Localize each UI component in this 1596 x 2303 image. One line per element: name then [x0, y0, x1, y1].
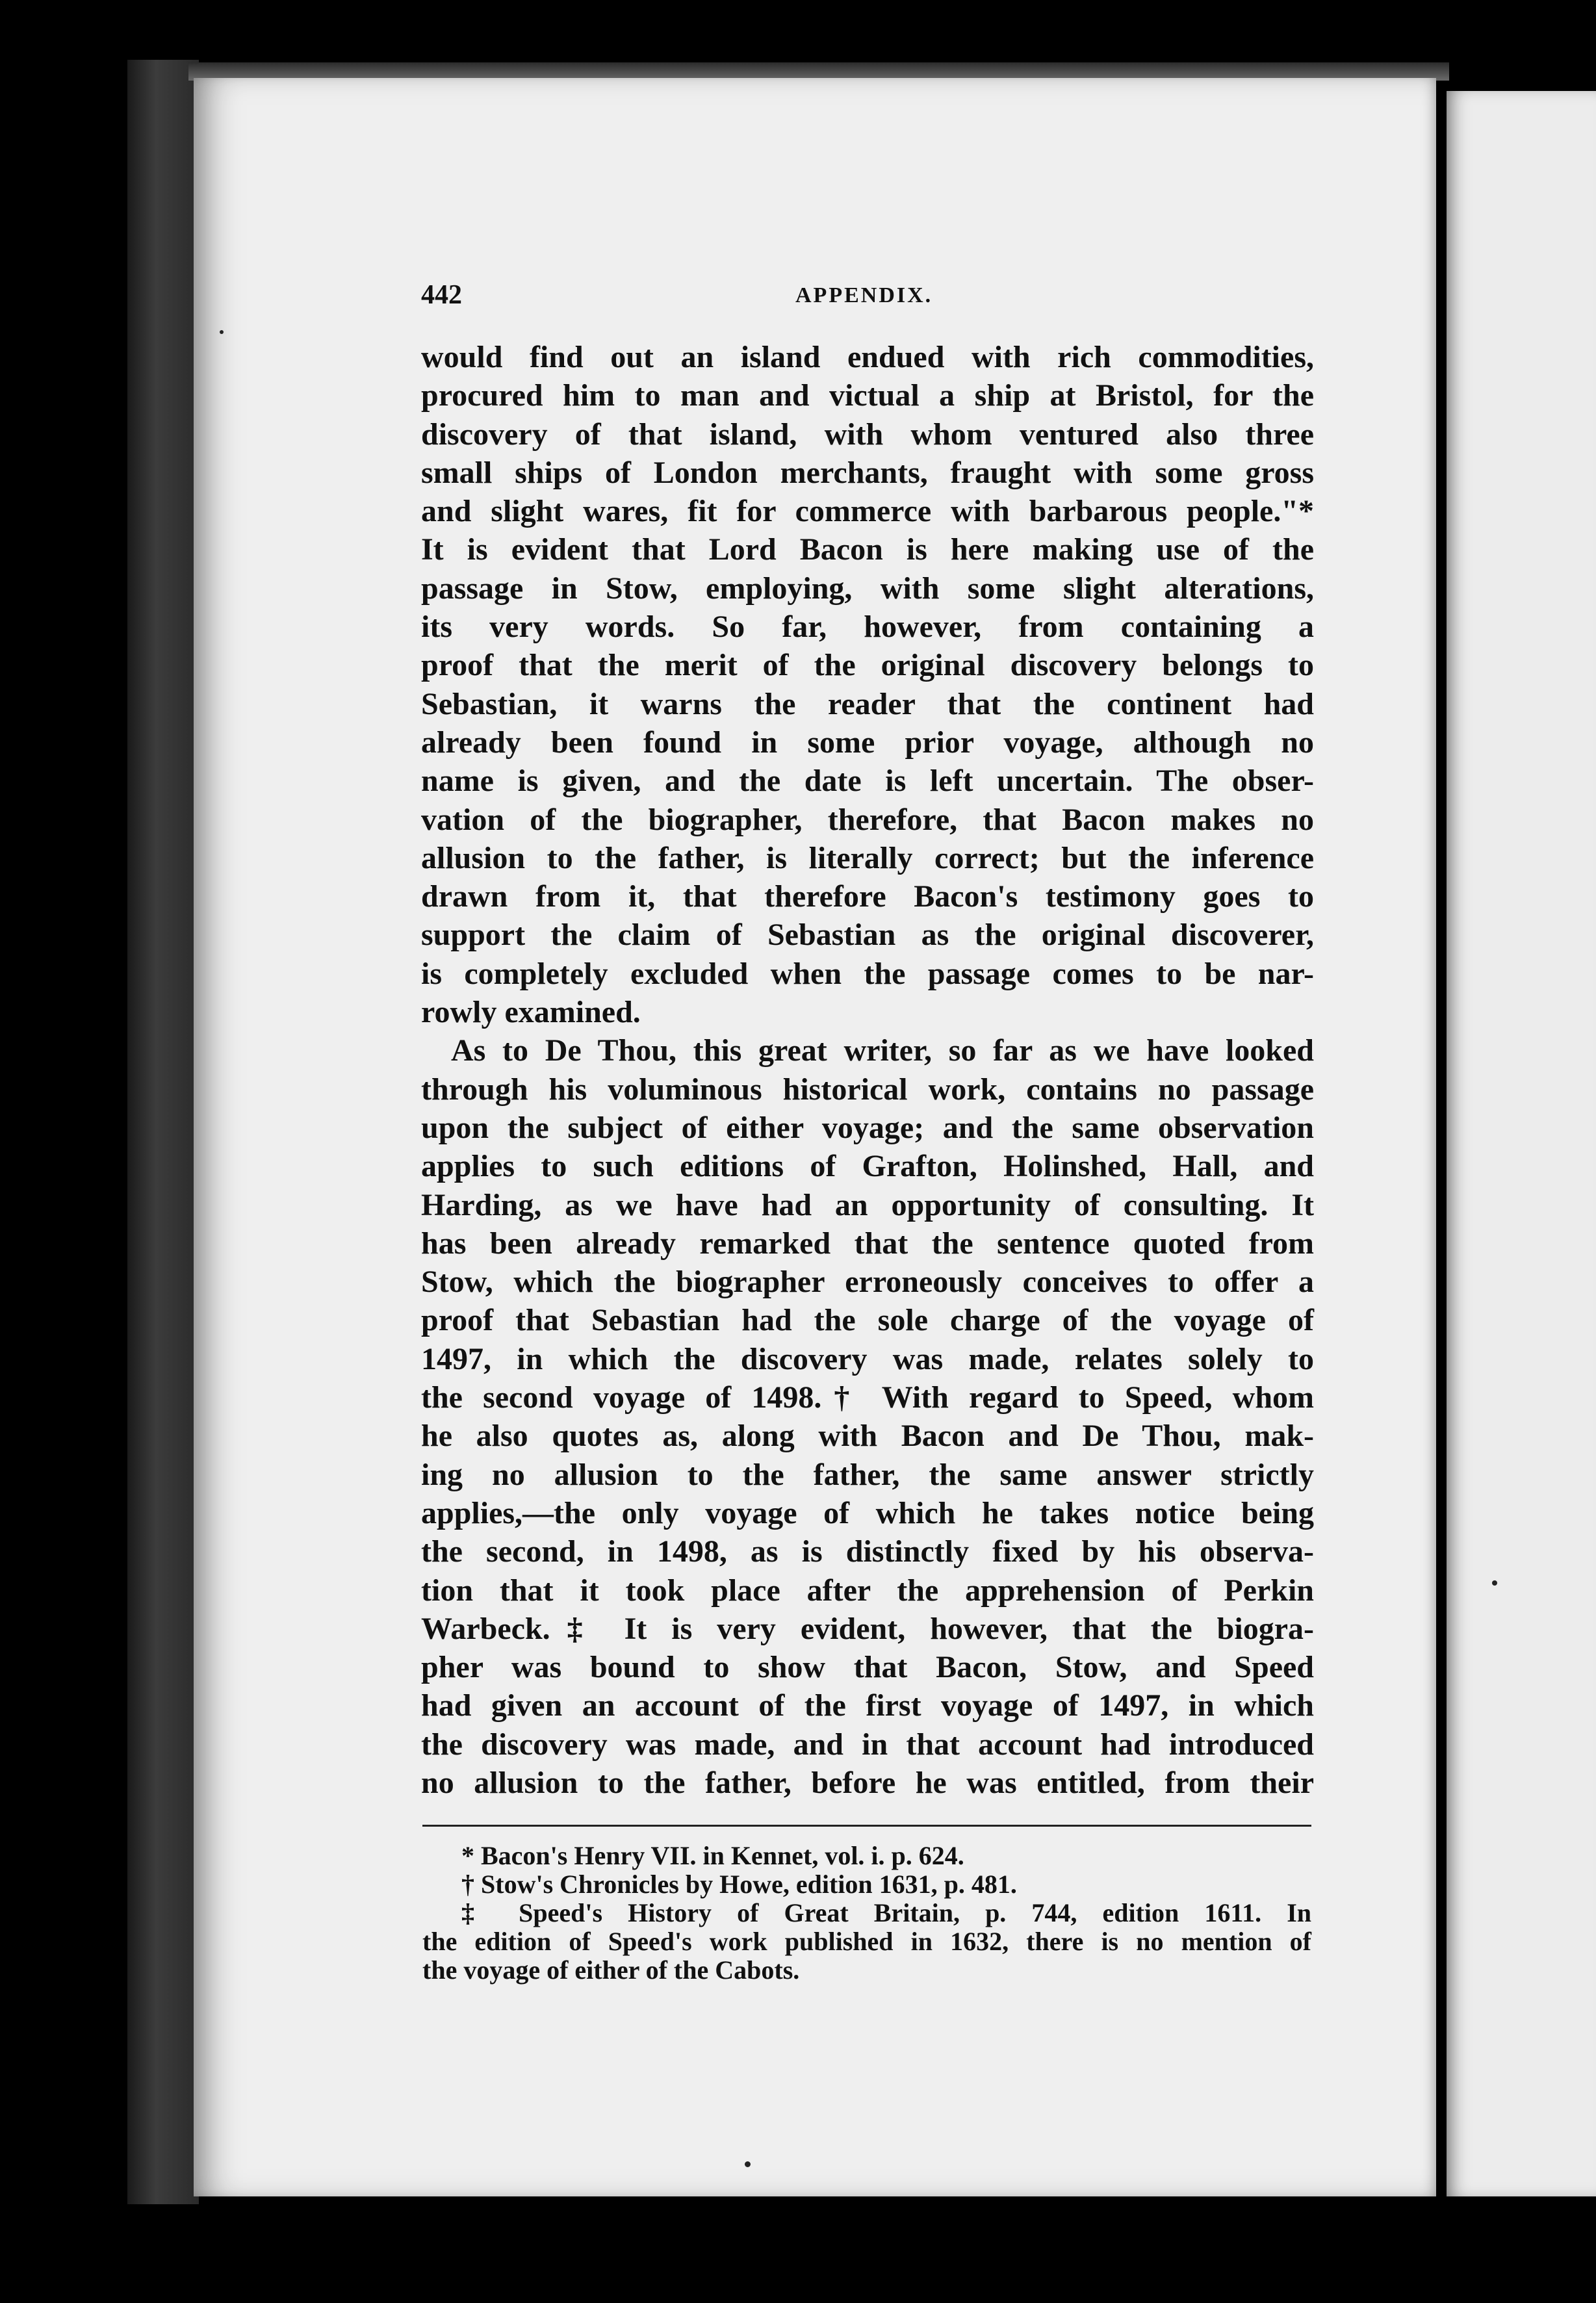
text-line: would find out an island endued with rich commodities, [421, 340, 1314, 374]
footnote-continuation: the edition of Speed's work published in 1632, there is no mention of [422, 1927, 1311, 1956]
text-line: no allusion to the father, before he was entitled, from their [421, 1765, 1314, 1800]
text-line: he also quotes as, along with Bacon and De Thou, mak- [421, 1419, 1314, 1454]
footnote-rule [422, 1825, 1311, 1827]
text-line: the second, in 1498, as is distinctly fixed by his observa- [421, 1534, 1314, 1569]
text-line: allusion to the father, is literally correct; but the inference [421, 840, 1314, 875]
footnote: ‡ Speed's History of Great Britain, p. 744, edition 1611. In [461, 1898, 1311, 1927]
text-line: Sebastian, it warns the reader that the continent had [421, 686, 1314, 721]
text-line: the second voyage of 1498.† With regard to Speed, whom [421, 1380, 1314, 1415]
text-line: discovery of that island, with whom ventured also three [421, 417, 1314, 452]
text-line: vation of the biographer, therefore, that Bacon makes no [421, 802, 1314, 837]
text-line: proof that Sebastian had the sole charge of the voyage of [421, 1303, 1314, 1338]
text-line: It is evident that Lord Bacon is here making use of the [421, 532, 1314, 567]
text-line: passage in Stow, employing, with some slight alterations, [421, 571, 1314, 606]
text-line: the discovery was made, and in that account had introduced [421, 1727, 1314, 1762]
text-line: applies to such editions of Grafton, Holinshed, Hall, and [421, 1149, 1314, 1184]
text-line: rowly examined. [421, 995, 641, 1030]
print-speck [745, 2161, 751, 2167]
text-line: pher was bound to show that Bacon, Stow, and Speed [421, 1650, 1314, 1685]
facing-page [1447, 91, 1596, 2196]
text-line: Stow, which the biographer erroneously conceives to offer a [421, 1265, 1314, 1300]
text-line: As to De Thou, this great writer, so far as we have looked [451, 1033, 1314, 1068]
text-line: name is given, and the date is left uncertain. The obser- [421, 764, 1314, 799]
footnote: * Bacon's Henry VII. in Kennet, vol. i. p. 624. [461, 1841, 964, 1870]
text-line: drawn from it, that therefore Bacon's testimony goes to [421, 879, 1314, 914]
text-line: applies,—the only voyage of which he takes notice being [421, 1495, 1314, 1530]
text-line: support the claim of Sebastian as the original discoverer, [421, 918, 1314, 953]
text-line: has been already remarked that the sentence quoted from [421, 1226, 1314, 1261]
text-line: had given an account of the first voyage of 1497, in which [421, 1688, 1314, 1723]
footnote-continuation: the voyage of either of the Cabots. [422, 1955, 800, 1985]
footnote: † Stow's Chronicles by Howe, edition 1631, p. 481. [461, 1870, 1017, 1899]
text-line: and slight wares, fit for commerce with barbarous people."* [421, 494, 1314, 529]
body-text [421, 338, 1314, 1802]
text-line: tion that it took place after the apprehension of Perkin [421, 1573, 1314, 1608]
text-line: through his voluminous historical work, contains no passage [421, 1072, 1314, 1107]
text-line: already been found in some prior voyage, although no [421, 725, 1314, 760]
print-speck [220, 330, 224, 334]
text-line: proof that the merit of the original discovery belongs to [421, 648, 1314, 683]
text-line: small ships of London merchants, fraught with some gross [421, 455, 1314, 490]
text-line: its very words. So far, however, from containing a [421, 610, 1314, 645]
running-head-title: APPENDIX. [795, 283, 933, 307]
footnotes [422, 1842, 1311, 1985]
text-line: ing no allusion to the father, the same answer strictly [421, 1457, 1314, 1492]
text-line: is completely excluded when the passage comes to be nar- [421, 956, 1314, 991]
book-spine-edge [127, 60, 199, 2204]
text-line: upon the subject of either voyage; and the same observation [421, 1110, 1314, 1145]
print-speck [1492, 1580, 1497, 1586]
text-line: procured him to man and victual a ship at Bristol, for the [421, 378, 1314, 413]
page-number: 442 [421, 280, 462, 310]
text-line: Warbeck.‡ It is very evident, however, that the biogra- [421, 1611, 1314, 1646]
running-head [421, 279, 1311, 318]
text-line: 1497, in which the discovery was made, relates solely to [421, 1341, 1314, 1376]
text-line: Harding, as we have had an opportunity of consulting. It [421, 1187, 1314, 1222]
